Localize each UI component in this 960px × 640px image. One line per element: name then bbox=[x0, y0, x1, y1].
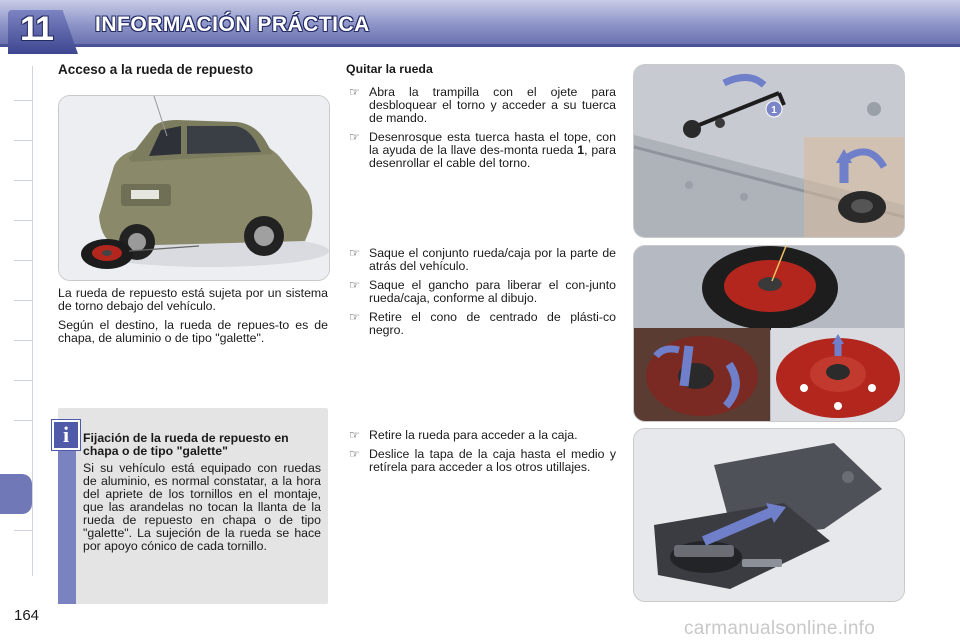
page-title: INFORMACIÓN PRÁCTICA bbox=[95, 13, 370, 36]
procedure-step bbox=[346, 311, 616, 337]
hand-pointer-icon: ☞ bbox=[349, 85, 360, 99]
hand-pointer-icon: ☞ bbox=[349, 447, 360, 461]
step-text: Saque el conjunto rueda/caja por la parte de atrás del vehículo. bbox=[369, 246, 616, 273]
intro-paragraph: La rueda de repuesto está sujeta por un sistema de torno debajo del vehículo. bbox=[58, 286, 328, 313]
step-text: Saque el gancho para liberar el con-junto rueda/caja, conforme al dibujo. bbox=[369, 278, 616, 305]
rail-notch bbox=[14, 180, 32, 181]
procedure-step bbox=[346, 429, 616, 442]
tool-box-illustration bbox=[633, 428, 905, 602]
page-number: 164 bbox=[14, 607, 40, 624]
watermark: carmanualsonline.info bbox=[684, 618, 876, 639]
info-box-body: Si su vehículo está equipado con ruedas de aluminio, es normal constatar, a la hora del apriete de los tornillos en el montaje, que las arandelas no tocan la llanta de la rueda de repuesto en chapa o de tipo "galette". La sujeción de la rueda se hace por apoyo cónico de cada tornillo. bbox=[83, 461, 321, 553]
procedure-step bbox=[346, 86, 616, 125]
procedure-step bbox=[346, 247, 616, 273]
rail-notch bbox=[14, 140, 32, 141]
wheel-removal-illustration bbox=[633, 245, 905, 422]
key-reference: 1 bbox=[577, 143, 585, 157]
rail-notch bbox=[14, 300, 32, 301]
procedure-step bbox=[346, 279, 616, 305]
step-text: , para desenrollar el cable del torno. bbox=[369, 143, 616, 170]
hand-pointer-icon: ☞ bbox=[349, 310, 360, 324]
rail-notch bbox=[14, 220, 32, 221]
hand-pointer-icon: ☞ bbox=[349, 278, 360, 292]
rail-notch bbox=[14, 100, 32, 101]
procedure-steps-group-2 bbox=[346, 247, 616, 343]
hand-pointer-icon: ☞ bbox=[349, 130, 360, 144]
rail-notch bbox=[14, 380, 32, 381]
info-box-accent-bar bbox=[58, 432, 76, 604]
car-spare-wheel-illustration bbox=[58, 95, 330, 281]
intro-text bbox=[58, 287, 328, 351]
chapter-rail-active-tab[interactable] bbox=[0, 474, 32, 514]
rail-notch bbox=[14, 260, 32, 261]
section-title: Acceso a la rueda de repuesto bbox=[58, 62, 254, 77]
hand-pointer-icon: ☞ bbox=[349, 428, 360, 442]
chapter-number: 11 bbox=[20, 10, 52, 48]
key-callout-label: 1 bbox=[771, 105, 777, 116]
procedure-steps-group-1 bbox=[346, 86, 616, 176]
trunk-floor-winch-illustration bbox=[633, 64, 905, 238]
step-text: Retire la rueda para acceder a la caja. bbox=[369, 428, 578, 442]
step-text: Abra la trampilla con el ojete para desbloquear el torno y acceder a su tuerca de mando. bbox=[369, 85, 616, 125]
info-box-title: Fijación de la rueda de repuesto en chapa o de tipo "galette" bbox=[83, 431, 289, 458]
procedure-steps-group-3 bbox=[346, 429, 616, 480]
info-icon: i bbox=[52, 420, 80, 450]
step-text: Deslice la tapa de la caja hasta el medio y retírela para acceder a los otros utillajes. bbox=[369, 447, 616, 474]
rail-notch bbox=[14, 530, 32, 531]
rail-notch bbox=[14, 340, 32, 341]
procedure-step bbox=[346, 131, 616, 170]
intro-paragraph: Según el destino, la rueda de repues-to es de chapa, de aluminio o de tipo "galette". bbox=[58, 318, 328, 345]
step-text: Retire el cono de centrado de plásti-co negro. bbox=[369, 310, 616, 337]
procedure-heading: Quitar la rueda bbox=[346, 62, 433, 76]
header-divider bbox=[0, 44, 960, 47]
rail-notch bbox=[14, 420, 32, 421]
step-text: Desenrosque esta tuerca hasta el tope, con la ayuda de la llave des-monta rueda bbox=[369, 130, 616, 157]
hand-pointer-icon: ☞ bbox=[349, 246, 360, 260]
procedure-step bbox=[346, 448, 616, 474]
